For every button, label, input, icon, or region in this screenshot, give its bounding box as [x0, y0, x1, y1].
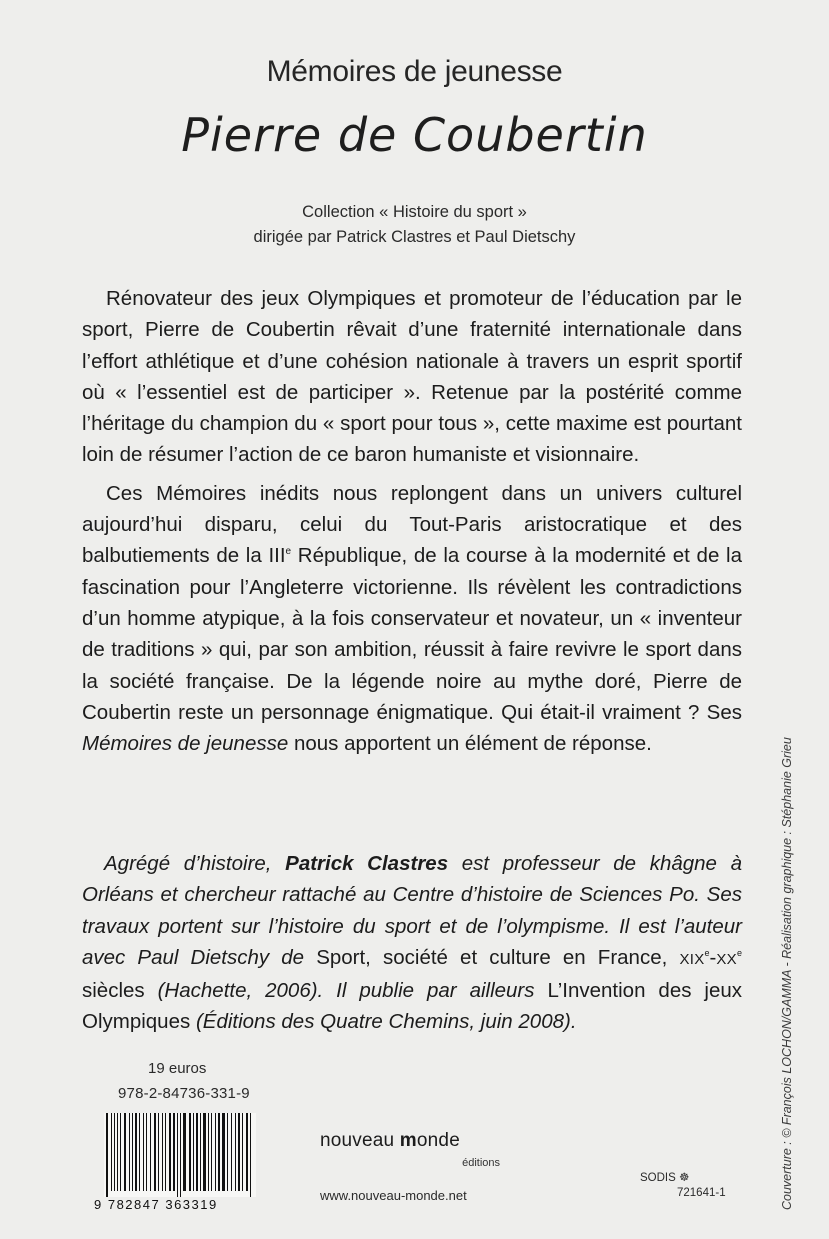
collection-directors: dirigée par Patrick Clastres et Paul Dietschy: [253, 228, 576, 246]
barcode-bar: [124, 1113, 126, 1191]
ordinal-superscript: e: [736, 948, 742, 959]
barcode: [94, 1113, 256, 1211]
distributor-code: 721641-1: [677, 1187, 726, 1199]
century-numeral: XIX: [679, 950, 705, 968]
barcode-bar: [117, 1113, 118, 1191]
barcode-bar: [183, 1113, 186, 1191]
barcode-bar: [169, 1113, 171, 1191]
barcode-bar: [135, 1113, 137, 1191]
barcode-bar: [196, 1113, 198, 1191]
barcode-bar: [246, 1113, 248, 1191]
barcode-bar: [193, 1113, 194, 1191]
barcode-bar: [189, 1113, 191, 1191]
barcode-bar: [242, 1113, 243, 1191]
distributor: SODIS ☸: [640, 1172, 690, 1184]
century-word: siècles: [82, 979, 145, 1003]
bio-text: (Hachette, 2006). Il publie par ailleurs: [144, 979, 548, 1003]
synopsis-text: République, de la course à la modernité et de la fascination pour l’Angleterre victorienne. Ils révèlent les contradictions d’un homme atypique, à la fois conservateur et novateur, un « inventeur de traditions » qui, par son ambition, réussit à faire revivre le sport dans la société française. De la légende noire au mythe doré, Pierre de Coubertin reste un personnage énigmatique. Qui était-il vraiment ? Ses: [82, 544, 742, 724]
barcode-bar: [173, 1113, 175, 1191]
century-dash: -: [709, 945, 717, 969]
barcode-bar: [231, 1113, 232, 1191]
synopsis: [82, 283, 742, 759]
barcode-bar: [154, 1113, 156, 1191]
barcode-bar: [200, 1113, 201, 1191]
author-bio: [82, 848, 742, 1038]
price: 19 euros: [148, 1060, 207, 1077]
publisher-logo: [320, 1130, 500, 1152]
publisher-website: www.nouveau-monde.net: [320, 1188, 467, 1203]
book-title: Sport, société et culture en France,: [316, 945, 668, 969]
publisher-name-part: nouveau: [320, 1130, 400, 1151]
ordinal-superscript: e: [704, 948, 710, 959]
bio-text: Agrégé d’histoire,: [104, 852, 286, 875]
publisher-name-part: onde: [416, 1130, 460, 1151]
barcode-bar: [143, 1113, 144, 1191]
publisher-name-part: m: [399, 1130, 417, 1151]
barcode-bar: [227, 1113, 228, 1191]
barcode-bar: [139, 1113, 140, 1191]
synopsis-paragraph-1: Rénovateur des jeux Olympiques et promoteur de l’éducation par le sport, Pierre de Coubertin rêvait d’une fraternité internationale dans l’effort athlétique et d’une cohésion nationale à travers un esprit sportif où « l’essentiel est de participer ». Retenue par la postérité comme l’héritage du champion du « sport pour tous », cette maxime est pourtant loin de résumer l’action de ce baron humaniste et visionnaire.: [82, 287, 742, 467]
barcode-bar: [132, 1113, 133, 1191]
barcode-digits: 9 782847 363319: [94, 1197, 218, 1211]
author-name: Patrick Clastres: [285, 852, 449, 875]
ordinal-superscript: e: [285, 546, 292, 558]
barcode-bar: [106, 1113, 108, 1197]
bio-text: est professeur de khâgne à Orléans et chercheur rattaché au Centre d’histoire de Sciences Po. Ses travaux portent sur l’histoire du sport et de l’olympisme. Il est l’auteur avec Paul Dietschy de: [82, 852, 743, 969]
barcode-bar: [215, 1113, 216, 1191]
barcode-bar: [211, 1113, 212, 1191]
barcode-bar: [250, 1113, 251, 1197]
barcode-bar: [129, 1113, 130, 1191]
barcode-bar: [235, 1113, 236, 1191]
barcode-bar: [150, 1113, 151, 1191]
barcode-bar: [222, 1113, 225, 1191]
barcode-bar: [180, 1113, 181, 1197]
book-title: L’Invention des jeux Olympiques: [82, 979, 743, 1034]
barcode-bar: [218, 1113, 220, 1191]
barcode-bar: [114, 1113, 115, 1191]
cover-credits: Couverture : © François LOCHON/GAMMA - Réalisation graphique : Stéphanie Grieu: [780, 737, 794, 1210]
barcode-bar: [111, 1113, 112, 1191]
century-numeral: XX: [716, 950, 737, 968]
barcode-bar: [203, 1113, 206, 1191]
collection-info: [0, 200, 829, 250]
barcode-bar: [165, 1113, 166, 1191]
barcode-bar: [146, 1113, 147, 1191]
bio-text: (Éditions des Quatre Chemins, juin 2008).: [190, 1010, 577, 1034]
barcode-bar: [177, 1113, 178, 1197]
barcode-bar: [162, 1113, 163, 1191]
barcode-bar: [208, 1113, 209, 1191]
synopsis-text: nous apportent un élément de réponse.: [288, 732, 652, 756]
author-title: Pierre de Coubertin: [181, 108, 648, 162]
barcode-bar: [158, 1113, 159, 1191]
book-title-italic: Mémoires de jeunesse: [82, 732, 289, 756]
isbn: 978-2-84736-331-9: [118, 1085, 250, 1102]
publisher-subtitle: éditions: [462, 1157, 500, 1169]
synopsis-paragraph-2: [82, 478, 742, 760]
synopsis-text: Ces Mémoires inédits nous replongent dans un univers culturel aujourd’hui disparu, celui du Tout-Paris aristocratique et des balbutiements de la III: [82, 481, 742, 568]
barcode-bar: [120, 1113, 121, 1191]
barcode-bar: [238, 1113, 240, 1191]
series-title: Mémoires de jeunesse: [266, 55, 563, 88]
collection-line: Collection « Histoire du sport »: [302, 203, 527, 221]
